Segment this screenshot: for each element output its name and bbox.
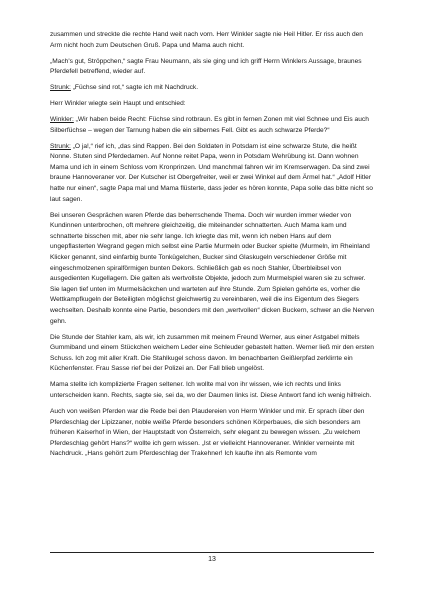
paragraph: Strunk: „O ja!,“ rief ich, „das sind Rappen. Bei den Soldaten in Potsdam ist eine schwarze Stute, die heißt Nonne. Stuten sind Pferdedamen. Auf Nonne reitet Papa, wenn in Potsdam Wehrübung ist. Dann wohnen Mama und ich in einem Schloss vom Kronprinzen. Und manchmal fahren wir im Kremserwagen. Da sind zwei braune Hannoveraner vor. Der Kutscher ist Obergefreiter, weil er zwei Winkel auf dem Ärmel hat.“ „Adolf Hitler hatte nur einen“, sagte Papa mal und Mama flüsterte, dass jeder es hören konnte, Papa solle das bitte nicht so laut sagen. xyxy=(50,142,373,203)
paragraph: „Mach's gut, Ströppchen,“ sagte Frau Neumann, als sie ging und ich griff Herrn Winklers Aussage, braunes Pferdefell betreffend, wieder auf. xyxy=(50,57,362,76)
paragraph: Auch von weißen Pferden war die Rede bei den Plaudereien von Herrn Winkler und mir. Er sprach über den Pferdeschlag der Lipizzaner, noble weiße Pferde besonders schönen Körperbaues, die sich besonders am früheren Kaiserhof in Wien, der Hauptstadt von Österreich, sehr elegant zu bewegen wissen. „Zu welchem Pferdeschlag gehört Hans?“ wollte ich gern wissen. „Ist er vielleicht Hannoveraner. Winkler verneinte mit Nachdruck. „Hans gehört zum Pferdeschlag der Trakehner! Ich kaufte ihn als Remonte vom xyxy=(50,407,365,458)
paragraph: Winkler: „Wir haben beide Recht: Füchse sind rotbraun. Es gibt in fernen Zonen mit viel Schnee und Eis auch Silberfüchse – wegen der Tarnung haben die ein silbernes Fell. Gibt es auch schwarze Pferde?“ xyxy=(50,116,369,134)
paragraph: Strunk: „Füchse sind rot,“ sagte ich mit Nachdruck. xyxy=(50,84,199,92)
paragraph: Bei unseren Gesprächen waren Pferde das beherrschende Thema. Doch wir wurden immer wieder von Kundinnen unterbrochen, oft mehrere gleichzeitig, die miteinander schnatterten. Auch Mama kam und schnatterte bisschen mit, aber nie sehr lange. Ich kriegte das mit, wenn ich neben Hans auf dem ungepflasterten Wegrand gegen mich selbst eine Partie Murmeln oder Bucker spielte (Murmeln, im Rheinland Klicker genannt, sind einfarbig bunte Tonkügelchen, Bucker sind Glaskugeln verschiedener Größe mit eingeschmolzenen spiralförmigen bunten Dekors. Schließlich gab es noch Stahler, Überbleibsel von ausgedienten Kugellagern. Die galten als wertvollste Objekte, jedoch zum Murmelspiel waren sie zu schwer. Sie lagen tief unten im Murmelsäckchen und warteten auf ihre Stunde. Zum Spielen gehörte es, vorher die Wettkampfkugeln der Beteiligten möglichst gleichwertig zu vereinbaren, weil die ins Eigentum des Siegers wechselten. Deshalb konnte eine Partie, besonders mit den „wertvollen“ dicken Buckern, schwer an die Nerven gehn. xyxy=(50,211,374,325)
paragraph: Mama stellte ich komplizierte Fragen seltener. Ich wollte mal von ihr wissen, wie ich rechts und links unterscheiden kann. Rechts, sagte sie, sei da, wo der Daumen links ist. Diese Antwort fand ich wenig hilfreich. xyxy=(50,381,372,399)
paragraph: Herr Winkler wiegte sein Haupt und entschied: xyxy=(50,100,186,108)
speaker-label: Strunk: xyxy=(50,142,71,150)
speaker-label: Strunk: xyxy=(50,84,71,92)
paragraph: zusammen und streckte die rechte Hand weit nach vorn. Herr Winkler sagte nie Heil Hitler. Er riss auch den Arm nicht hoch zum Deutschen Gruß. Papa und Mama auch nicht. xyxy=(50,31,363,49)
footer-rule xyxy=(50,552,374,553)
page-number: 13 xyxy=(208,556,216,563)
body-text xyxy=(50,30,375,465)
paragraph: Die Stunde der Stahler kam, als wir, ich zusammen mit meinem Freund Werner, aus einer Astgabel mittels Gummiband und einem Stückchen weichem Leder eine Schleuder gebastelt hatten. Werner ließ mir den ersten Schuss. Ich zog mit aller Kraft. Die Stahlkugel schoss davon. Im benachbarten Geißlerpfad zerklirrte ein Küchenfenster. Frau Sasse rief bei der Polizei an. Der Fall blieb ungelöst. xyxy=(50,333,374,373)
speaker-label: Winkler: xyxy=(50,116,74,124)
